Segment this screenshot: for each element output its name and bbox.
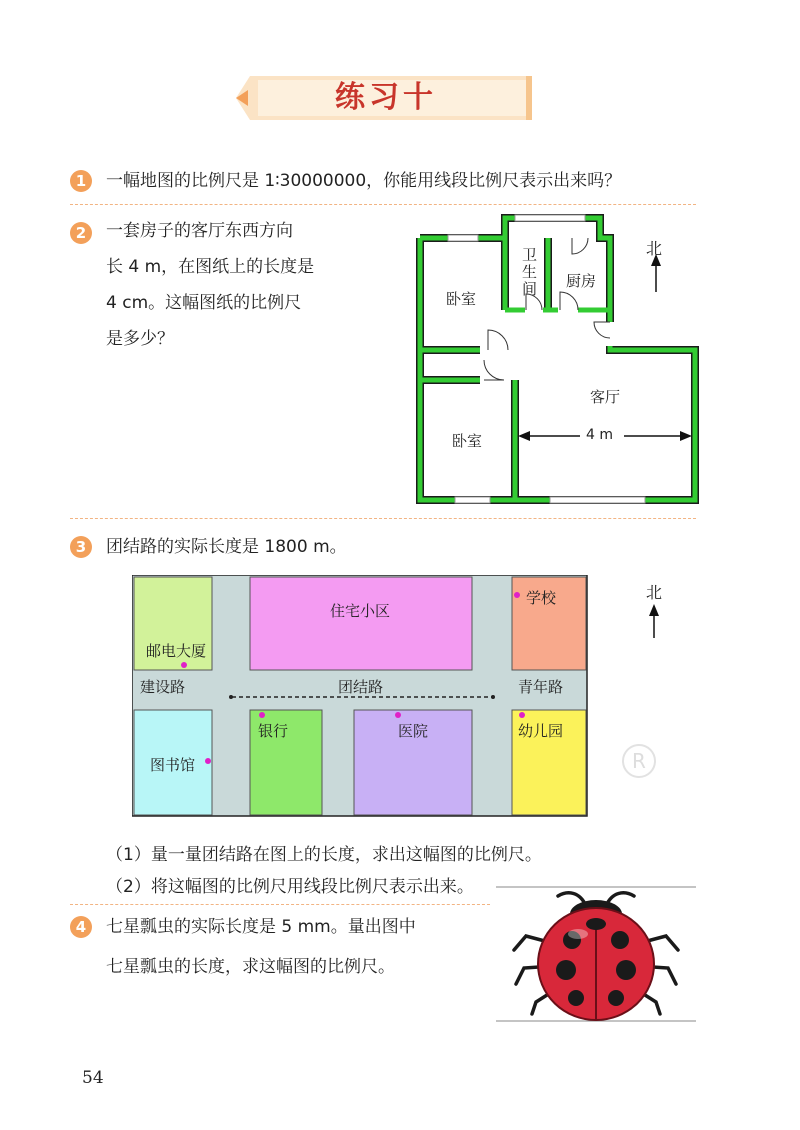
question-1-text: 一幅地图的比例尺是 1∶30000000，你能用线段比例尺表示出来吗？ bbox=[106, 171, 622, 191]
divider-3 bbox=[70, 904, 490, 905]
question-2-line-3: 4 cm。这幅图纸的比例尺 bbox=[106, 293, 302, 313]
floor-plan bbox=[400, 210, 710, 510]
question-2-line-4: 是多少？ bbox=[106, 329, 174, 349]
question-3-sub-2: （2）将这幅图的比例尺用线段比例尺表示出来。 bbox=[106, 877, 474, 897]
map-post-office: 邮电大厦 bbox=[146, 642, 207, 660]
map-school: 学校 bbox=[526, 589, 557, 607]
registered-mark: R bbox=[622, 744, 656, 778]
question-3-text: 团结路的实际长度是 1800 m。 bbox=[106, 537, 347, 557]
room-bathroom-3: 间 bbox=[522, 280, 538, 298]
map-kindergarten: 幼儿园 bbox=[518, 722, 564, 740]
map-residential: 住宅小区 bbox=[330, 602, 391, 620]
room-bedroom-top: 卧室 bbox=[446, 290, 477, 308]
room-bathroom-1: 卫 bbox=[522, 246, 538, 264]
room-bathroom-2: 生 bbox=[522, 263, 538, 281]
map-bank: 银行 bbox=[258, 722, 289, 740]
room-living: 客厅 bbox=[590, 388, 621, 406]
question-3-sub-1: （1）量一量团结路在图上的长度，求出这幅图的比例尺。 bbox=[106, 845, 542, 865]
room-bedroom-bottom: 卧室 bbox=[452, 432, 483, 450]
page-title: 练习十 bbox=[335, 80, 437, 115]
question-4-line-2: 七星瓢虫的长度，求这幅图的比例尺。 bbox=[106, 957, 395, 977]
question-4-line-1: 七星瓢虫的实际长度是 5 mm。量出图中 bbox=[106, 917, 416, 937]
map-hospital: 医院 bbox=[398, 722, 429, 740]
map-road-mid: 团结路 bbox=[338, 678, 384, 696]
page-number: 54 bbox=[82, 1068, 104, 1088]
map-library: 图书馆 bbox=[150, 756, 196, 774]
question-number-1: 1 bbox=[70, 170, 92, 192]
question-2-line-1: 一套房子的客厅东西方向 bbox=[106, 221, 293, 241]
question-number-2: 2 bbox=[70, 222, 92, 244]
room-kitchen: 厨房 bbox=[566, 272, 597, 290]
divider-2 bbox=[70, 518, 696, 519]
ladybug-illustration bbox=[496, 884, 696, 1024]
north-label-map: 北 bbox=[646, 583, 663, 602]
map-road-west: 建设路 bbox=[140, 678, 186, 696]
question-number-3: 3 bbox=[70, 536, 92, 558]
measure-label: 4 m bbox=[586, 427, 613, 443]
north-label-plan: 北 bbox=[646, 239, 663, 258]
question-2-line-2: 长 4 m，在图纸上的长度是 bbox=[106, 257, 315, 277]
question-number-4: 4 bbox=[70, 916, 92, 938]
north-arrow-map bbox=[648, 604, 660, 638]
divider-1 bbox=[70, 204, 696, 205]
map-road-east: 青年路 bbox=[518, 678, 564, 696]
